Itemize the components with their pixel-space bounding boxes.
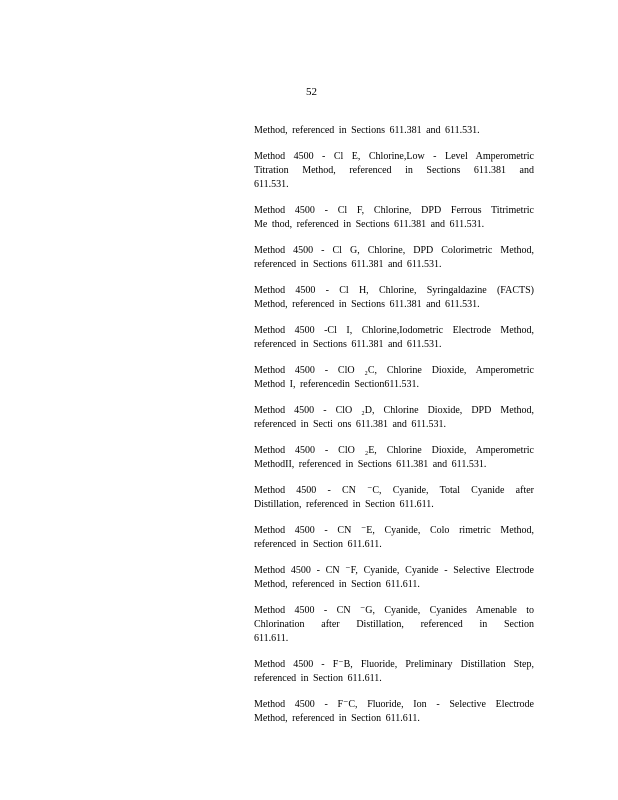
reference-entry [254,244,534,272]
entry-line: Method 4500 - Cl H, Chlorine, Syringaldazine (FACTS) [254,285,534,296]
entry-line: referenced in Sections 611.381 and 611.531. [254,259,442,270]
entry-line: Titration Method, referenced in Sections 611.381 and [254,165,534,176]
entry-line: Method I, referencedin Section611.531. [254,379,420,390]
entry-line: Method, referenced in Sections 611.381 and 611.531. [254,299,480,310]
entry-line: Method 4500 - ClO ₂C, Chlorine Dioxide, Amperometric [254,365,534,376]
reference-entry [254,364,534,392]
entry-line: Method 4500 - ClO ₂D, Chlorine Dioxide, DPD Method, [254,405,534,416]
entry-line: referenced in Section 611.611. [254,673,382,684]
entry-line: Method, referenced in Section 611.611. [254,713,420,724]
reference-entry [254,604,534,646]
entry-line: referenced in Secti ons 611.381 and 611.531. [254,419,447,430]
reference-entry [254,444,534,472]
reference-entry [254,204,534,232]
entry-line: Method 4500 - Cl F, Chlorine, DPD Ferrous Titrimetric [254,205,534,216]
entry-line: Method 4500 -Cl I, Chlorine,Iodometric Electrode Method, [254,325,534,336]
entry-line: Chlorination after Distillation, referenced in Section [254,619,534,630]
page-number: 52 [306,86,317,98]
entry-line: Method 4500 - F⁻B, Fluoride, Preliminary Distillation Step, [254,659,534,670]
entry-line: Method 4500 - F⁻C, Fluoride, Ion - Selective Electrode [254,699,534,710]
reference-entry [254,404,534,432]
reference-entry [254,124,534,138]
reference-entry [254,484,534,512]
entry-line: referenced in Section 611.611. [254,539,382,550]
entry-line: Method, referenced in Section 611.611. [254,579,420,590]
entry-line: Method 4500 - Cl G, Chlorine, DPD Colorimetric Method, [254,245,534,256]
reference-entry [254,698,534,726]
entry-line: Method 4500 - ClO ₂E, Chlorine Dioxide, Amperometric [254,445,534,456]
entry-line: Distillation, referenced in Section 611.611. [254,499,434,510]
entry-line: 611.531. [254,179,289,190]
reference-entry [254,284,534,312]
entry-line: Method 4500 - Cl E, Chlorine,Low - Level Amperometric [254,151,534,162]
reference-list [254,124,534,738]
entry-line: Method 4500 - CN ⁻E, Cyanide, Colo rimetric Method, [254,525,534,536]
entry-line: 611.611. [254,633,289,644]
entry-line: Method 4500 - CN ⁻F, Cyanide, Cyanide - Selective Electrode [254,565,534,576]
reference-entry [254,324,534,352]
entry-line: Method, referenced in Sections 611.381 and 611.531. [254,125,480,136]
entry-line: Method 4500 - CN ⁻C, Cyanide, Total Cyanide after [254,485,534,496]
reference-entry [254,564,534,592]
entry-line: MethodII, referenced in Sections 611.381 and 611.531. [254,459,487,470]
entry-line: Me thod, referenced in Sections 611.381 and 611.531. [254,219,485,230]
entry-line: referenced in Sections 611.381 and 611.531. [254,339,442,350]
reference-entry [254,524,534,552]
entry-line: Method 4500 - CN ⁻G, Cyanide, Cyanides Amenable to [254,605,534,616]
reference-entry [254,150,534,192]
reference-entry [254,658,534,686]
